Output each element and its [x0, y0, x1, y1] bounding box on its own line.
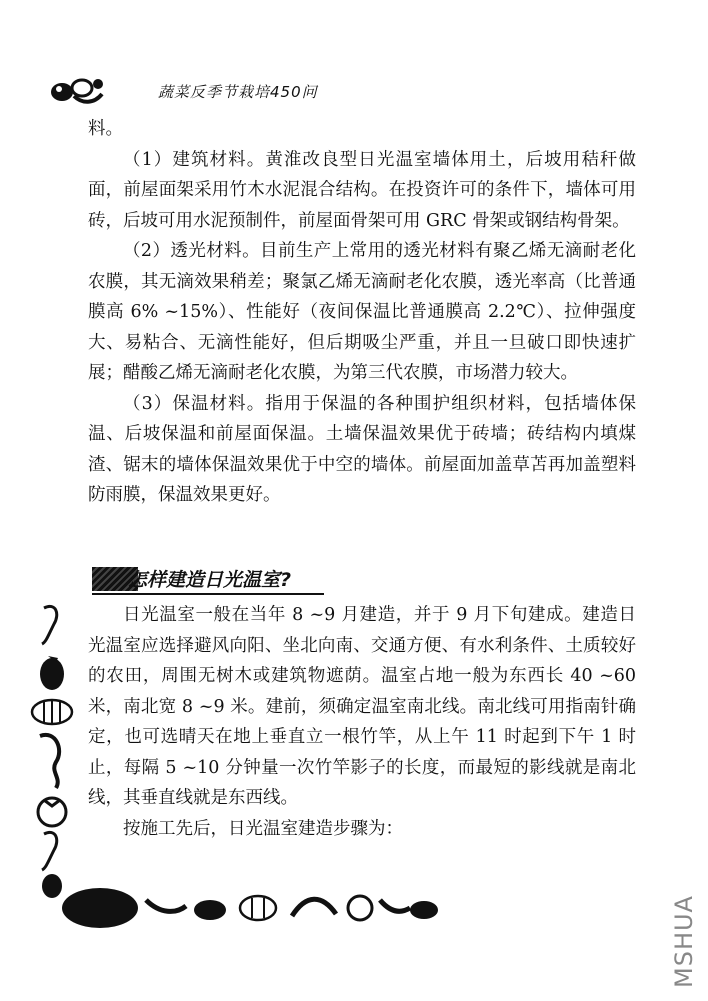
tomato-icon — [38, 798, 66, 826]
blob-icon — [62, 888, 138, 928]
vegetable-logo-icon — [48, 74, 108, 106]
margin-vegetable-column — [26, 600, 78, 900]
watermark — [668, 880, 698, 990]
cucumber-icon — [42, 606, 57, 644]
eggplant-icon — [42, 874, 62, 898]
cucumber-icon — [42, 832, 57, 870]
cucumber-icon — [146, 900, 186, 911]
pumpkin-icon — [32, 700, 72, 724]
body-text-bottom — [88, 600, 636, 844]
paragraph: 料。 — [88, 119, 123, 139]
paragraph: （1）建筑材料。黄淮改良型日光温室墙体用土，后坡用秸秆做面，前屋面架采用竹木水泥混合结构。在投资许可的条件下，墙体可用砖，后坡可用水泥预制件，前屋面骨架可用 GRC 骨架或钢结构骨架。 — [88, 149, 636, 231]
eggplant-icon — [194, 900, 226, 920]
running-header — [48, 74, 648, 108]
section-heading — [92, 565, 324, 593]
paragraph: 日光温室一般在当年 8 ~9 月建造，并于 9 月下旬建成。建造日光温室应选择避风向阳、坐北向南、交通方便、有水利条件、土质较好的农田，周围无树木或建筑物遮荫。温室占地一般为东西长 40 ~60 米，南北宽 8 ~9 米。建前，须确定温室南北线。南北线可用指南针确定，也可选晴天在地上垂直立一根竹竿，从上午 11 时起到下午 1 时止，每隔 5 ~10 分钟量一次竹竿影子的长度，而最短的影线就是南北线，其垂直线就是东西线。 — [88, 605, 636, 808]
eggplant-icon — [410, 901, 438, 919]
paragraph: （3）保温材料。指用于保温的各种围护组织材料，包括墙体保温、后坡保温和前屋面保温。土墙保温效果优于砖墙；砖结构内填煤渣、锯末的墙体保温效果优于中空的墙体。前屋面加盖草苫再加盖塑料防雨膜，保温效果更好。 — [88, 393, 636, 505]
paragraph: （2）透光材料。目前生产上常用的透光材料有聚乙烯无滴耐老化农膜，其无滴效果稍差；聚氯乙烯无滴耐老化农膜，透光率高（比普通膜高 6% ~15%）、性能好（夜间保温比普通膜高 2.2℃）、拉伸强度大、易粘合、无滴性能好，但后期吸尘严重，并且一旦破口即快速扩展；醋酸乙烯无滴耐老化农膜，为第三代农膜，市场潜力较大。 — [88, 241, 636, 383]
pepper-icon — [292, 899, 336, 916]
section-underline — [92, 593, 324, 595]
footer-vegetable-band — [60, 880, 440, 936]
tomato-icon — [348, 896, 372, 920]
pumpkin-icon — [240, 896, 276, 920]
header-title: 蔬菜反季节栽培450问 — [158, 83, 318, 101]
section-title: 怎样建造日光温室? — [128, 569, 292, 591]
paragraph: 按施工先后，日光温室建造步骤为： — [123, 818, 403, 839]
body-text-top — [88, 114, 636, 511]
pepper-icon — [40, 735, 59, 788]
watermark-text: MSHUA — [670, 895, 698, 988]
cucumber-icon — [380, 900, 410, 911]
eggplant-icon — [40, 656, 64, 690]
